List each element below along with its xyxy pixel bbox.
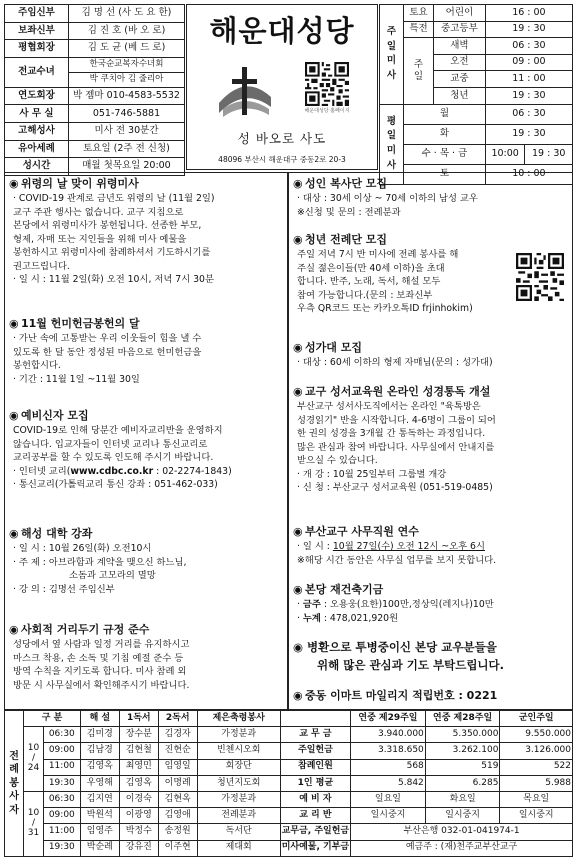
- info-label: 전교수녀: [5, 57, 69, 87]
- text-segment: 평: [386, 115, 397, 127]
- info-value: 한국순교복자수녀회: [69, 57, 185, 72]
- text-segment: 봉: [9, 777, 19, 789]
- info-label: 보좌신부: [5, 22, 69, 40]
- fund-total: · 누계 : 478,021,920원: [297, 612, 399, 624]
- right-notices: [288, 172, 573, 710]
- server-cell: 가정분과: [197, 727, 280, 743]
- notice-text: 방역 수칙을 지키도록 합니다. 미사 참례 외: [13, 666, 187, 678]
- server-cell: 제대회: [197, 840, 280, 856]
- server-cell: 박순례: [80, 840, 119, 856]
- table-header: [280, 711, 350, 727]
- notice-title: [293, 177, 568, 191]
- server-cell: 독서단: [197, 824, 280, 840]
- text-segment: 위령의 날 맞이 위령미사: [21, 177, 139, 190]
- server-cell: 김경자: [158, 727, 197, 743]
- text-segment: 례: [9, 764, 19, 776]
- mass-time-cell: 19:30: [43, 840, 80, 856]
- text-segment: 예비신자 모집: [21, 409, 89, 422]
- notice-rice-offering: [9, 317, 283, 386]
- finance-value: 9.550.000: [500, 727, 573, 743]
- bullet-icon: ◉: [293, 640, 308, 654]
- table-header: 제은축령봉사: [197, 711, 280, 727]
- table-row: [5, 791, 573, 807]
- notice-title: [9, 623, 283, 637]
- finance-value: 5.842: [351, 775, 426, 791]
- info-value: 051-746-5881: [69, 105, 185, 123]
- liturgy-finance-table: [4, 710, 573, 857]
- table-row: [5, 743, 573, 759]
- notice-text: · 대상 : 30세 이상 ~ 70세 이하의 남성 교우: [297, 193, 478, 205]
- text-segment: 10: [27, 807, 40, 818]
- bullet-icon: ◉: [293, 583, 303, 596]
- notice-text: ※신청 및 문의 : 전례분과: [297, 206, 401, 218]
- table-row: [5, 759, 573, 775]
- text-segment: /: [31, 817, 36, 828]
- text-segment: 병환으로 투병중이신 본당 교우분들을: [307, 640, 497, 654]
- notice-text: 마스크 착용, 손 소독 및 기침 예절 준수 등: [13, 652, 184, 664]
- info-value: 박 쿠치아 김 줄리아: [69, 72, 185, 87]
- server-cell: 이광영: [119, 808, 158, 824]
- server-cell: 우영해: [80, 775, 119, 791]
- notice-text: · COVID-19 관계로 금년도 위령의 날 (11월 2일): [13, 193, 215, 205]
- notice-title: [293, 341, 568, 355]
- mass-name: 새벽: [434, 38, 486, 55]
- text-segment: 중동 이마트 마일리지 적립번호 : 0221: [305, 689, 498, 702]
- notice-text: 합니다. 반주, 노래, 독서, 해설 모두: [297, 276, 441, 288]
- info-value: 미사 전 30분간: [69, 122, 185, 140]
- mass-time-cell: 19:30: [43, 775, 80, 791]
- notice-text: 한 권의 성경을 3개월 간 통독하는 과정입니다.: [297, 428, 486, 440]
- notice-text: 우측 QR코드 또는 카카오톡ID frjinhokim): [297, 303, 473, 315]
- notice-title: [293, 525, 568, 539]
- mass-time-cell: 11:00: [43, 824, 80, 840]
- finance-value: 5.988: [500, 775, 573, 791]
- mass-time: 16 : 00: [485, 5, 572, 22]
- server-cell: 빈첸시오회: [197, 743, 280, 759]
- internet-catechism: [13, 465, 283, 478]
- text-segment: 11월 헌미헌금봉헌의 달: [21, 317, 140, 330]
- mass-day: 특전: [404, 21, 434, 38]
- notice-title: [293, 583, 568, 597]
- schedule-label: 예 비 자: [280, 791, 350, 807]
- table-header: 2독서: [158, 711, 197, 727]
- weekday-time: 19 : 30: [485, 124, 572, 144]
- notice-building-fund: [293, 583, 568, 625]
- text-segment: 주: [386, 25, 397, 37]
- finance-value: 3.940.000: [351, 727, 426, 743]
- mass-schedule-table: [379, 4, 573, 185]
- weekday-time: 10:00: [485, 144, 525, 164]
- notice-text: 참여 가능합니다.(문의 : 보좌신부: [297, 289, 433, 301]
- bullet-icon: ◉: [293, 233, 303, 246]
- finance-label: 주일헌금: [280, 743, 350, 759]
- church-address: 48096 부산시 해운대구 중동2로 20-3: [218, 155, 346, 164]
- text-segment: 10: [27, 743, 40, 754]
- table-row: [5, 727, 573, 743]
- schedule-label: 교 리 반: [280, 808, 350, 824]
- finance-value: 522: [500, 759, 573, 775]
- server-cell: 가정분과: [197, 791, 280, 807]
- bullet-icon: ◉: [293, 525, 303, 538]
- finance-value: 519: [425, 759, 500, 775]
- table-row: [5, 808, 573, 824]
- notice-text: 권고드립니다.: [13, 260, 70, 272]
- finance-label: 참례인원: [280, 759, 350, 775]
- table-row: [5, 824, 573, 840]
- text-segment: 10월 27일(수) 오전 12시 ~오후 6시: [332, 541, 485, 553]
- server-cell: 임영주: [80, 824, 119, 840]
- mass-time-cell: 06:30: [43, 727, 80, 743]
- text-segment: 자: [9, 804, 19, 816]
- notice-text: ※해당 시간 동안은 사무실 업무를 보지 못합니다.: [297, 554, 497, 566]
- table-header: 연중 제29주일: [351, 711, 426, 727]
- text-segment: 31: [27, 827, 40, 838]
- weekday-time: 10 : 00: [485, 164, 572, 184]
- notice-date: · 일 시 : 10월 26일(화) 오전10시: [13, 543, 152, 555]
- server-cell: 이주현: [158, 840, 197, 856]
- bullet-icon: ◉: [9, 527, 19, 540]
- text-segment: 금주: [302, 599, 321, 611]
- finance-value: 5.350.000: [425, 727, 500, 743]
- server-cell: 박원석: [80, 808, 119, 824]
- notice-text: 않습니다. 입교자들이 인터넷 교리나 통신교리로: [13, 438, 208, 450]
- notice-title: [9, 527, 283, 541]
- server-cell: 청년지도회: [197, 775, 280, 791]
- finance-label: 교 무 금: [280, 727, 350, 743]
- server-cell: 이경숙: [119, 791, 158, 807]
- notice-text: · 가난 속에 고통받는 우리 이웃들이 힘을 낼 수: [13, 333, 202, 345]
- notice-date: · 일 시 : 11월 2일(화) 오전 10시, 저녁 7시 30분: [13, 274, 214, 286]
- notice-date: · 기간 : 11월 1일 ~11월 30일: [13, 373, 140, 385]
- week-date: [24, 727, 43, 792]
- text-segment: 누계: [302, 612, 321, 624]
- notice-text: 형제, 자매 또는 지인들을 위해 미사 예물을: [13, 233, 187, 245]
- server-cell: 전례분과: [197, 808, 280, 824]
- notice-lecture: [9, 527, 283, 596]
- server-cell: 김남경: [80, 743, 119, 759]
- mass-time-cell: 09:00: [43, 808, 80, 824]
- notice-text: · 신 청 : 부산교구 성서교육원 (051-519-0485): [297, 482, 493, 494]
- server-cell: 이명례: [158, 775, 197, 791]
- info-label: 유아세례: [5, 140, 69, 158]
- parish-info-table: [4, 4, 185, 176]
- notice-date: · 개 강 : 10월 25일부터 그룹별 개강: [297, 468, 447, 480]
- table-header: 구 분: [24, 711, 81, 727]
- text-segment: 일: [413, 70, 424, 82]
- table-row: [5, 840, 573, 856]
- weekday-day: 화: [404, 124, 486, 144]
- bullet-icon: ◉: [9, 623, 19, 636]
- mass-time: 19 : 30: [485, 87, 572, 104]
- notice-memorial-mass: [9, 177, 283, 287]
- kakao-qr-code-icon[interactable]: [516, 253, 564, 301]
- text-segment: 전: [9, 750, 19, 762]
- table-header: 해 설: [80, 711, 119, 727]
- notice-text: 많은 관심과 참여 바랍니다. 사무실에서 안내지를: [297, 441, 495, 453]
- text-segment: 부산교구 사무직원 연수: [305, 525, 419, 538]
- text-segment: 24: [27, 763, 40, 773]
- bullet-icon: ◉: [293, 341, 303, 354]
- server-cell: 김미경: [80, 727, 119, 743]
- finance-value: 3.126.000: [500, 743, 573, 759]
- mass-name: 청년: [434, 87, 486, 104]
- notice-catechumen: [9, 409, 283, 492]
- text-segment: 청년 전례단 모집: [305, 233, 388, 246]
- weekday-day: 월: [404, 104, 486, 124]
- table-header: 군인주일: [500, 711, 573, 727]
- notice-title: [293, 385, 568, 399]
- notice-title: [9, 177, 283, 191]
- server-cell: 임영일: [158, 759, 197, 775]
- info-value: 매월 첫목요일 20:00: [69, 158, 185, 176]
- left-notices: [4, 172, 288, 710]
- mass-day: 토요: [404, 5, 434, 22]
- finance-label: 1인 평균: [280, 775, 350, 791]
- notice-text: 성당에서 옆 사람과 일정 거리를 유지하시고: [13, 639, 190, 651]
- notice-staff-training: [293, 525, 568, 567]
- weekday-time: 19 : 30: [525, 144, 573, 164]
- mass-time: 19 : 30: [485, 21, 572, 38]
- text-segment: · 일 시 :: [297, 541, 333, 553]
- server-cell: 김현철: [119, 743, 158, 759]
- finance-value: 568: [351, 759, 426, 775]
- text-segment: 사: [9, 791, 19, 803]
- finance-value: 3.262.100: [425, 743, 500, 759]
- notice-text: 주일 저녁 7시 반 미사에 전례 봉사를 해: [297, 249, 459, 261]
- mass-time: 09 : 00: [485, 54, 572, 71]
- notice-title: [9, 317, 283, 331]
- notice-text: 본당에서 위령미사가 봉헌됩니다. 선종한 부모,: [13, 220, 202, 232]
- bullet-icon: ◉: [9, 177, 19, 190]
- notice-text: 봉헌합시다.: [13, 360, 61, 372]
- info-value: 토요일 (2주 전 신청): [69, 140, 185, 158]
- bullet-icon: ◉: [293, 689, 303, 702]
- server-cell: 장수분: [119, 727, 158, 743]
- weekday-day: 토: [404, 164, 486, 184]
- info-label: 고해성사: [5, 122, 69, 140]
- text-segment: 일: [386, 40, 397, 52]
- finance-value: 6.285: [425, 775, 500, 791]
- liturgy-servers-label: [5, 711, 24, 857]
- text-segment: 사회적 거리두기 규정 준수: [21, 623, 150, 636]
- bulletin-header: [186, 4, 378, 170]
- table-header: 1독서: [119, 711, 158, 727]
- mass-time: 11 : 00: [485, 71, 572, 88]
- notice-text: COVID-19로 인해 당분간 예비자교리반을 운영하지: [13, 425, 223, 437]
- table-header: 연중 제28주일: [425, 711, 500, 727]
- schedule-value: 화요일: [425, 791, 500, 807]
- weekday-day: 수 · 목 · 금: [404, 144, 486, 164]
- mass-time-cell: 11:00: [43, 759, 80, 775]
- info-label: 평협회장: [5, 40, 69, 58]
- server-cell: 박정수: [119, 824, 158, 840]
- text-segment: 교구 성서교육원 온라인 성경통독 개설: [305, 385, 491, 398]
- mass-name: 교중: [434, 71, 486, 88]
- text-segment: 성인 복사단 모집: [305, 177, 388, 190]
- info-label: 성시간: [5, 158, 69, 176]
- notice-text: · 강 의 : 김명선 주임신부: [13, 583, 115, 595]
- week-date: [24, 791, 43, 856]
- server-cell: 강유진: [119, 840, 158, 856]
- church-title: 해운대성당: [209, 14, 355, 48]
- notice-text: 받으실 수 있습니다.: [297, 455, 378, 467]
- text-segment: 미: [386, 55, 397, 67]
- notice-text: 방문 시 사무실에서 확인해주시기 바랍니다.: [13, 679, 190, 691]
- notice-distancing: [9, 623, 283, 692]
- notice-prayer-request: [293, 639, 568, 675]
- notice-altar-servers: [293, 177, 568, 219]
- bullet-icon: ◉: [293, 177, 303, 190]
- notice-text: · 주 제 : 아브라함과 계약을 맺으신 하느님,: [13, 556, 187, 568]
- qr-caption: 해운대성당 홈페이지: [304, 108, 350, 114]
- mass-name: 중고등부: [434, 21, 486, 38]
- mass-name: 오전: [434, 54, 486, 71]
- notice-text: · 대상 : 60세 이하의 형제 자매님(문의 : 성가대): [297, 357, 493, 369]
- text-segment: 사: [386, 159, 397, 171]
- notice-text: 봉헌하시고 위령미사에 참례하셔서 기도하시기를: [13, 247, 211, 259]
- text-segment: 사: [386, 70, 397, 81]
- text-segment: 해성 대학 강좌: [21, 527, 93, 540]
- notice-date: [297, 540, 568, 553]
- text-segment: : 478,021,920원: [320, 612, 399, 624]
- server-cell: 김현옥: [158, 791, 197, 807]
- info-value: 김 진 호 (바 오 로): [69, 22, 185, 40]
- info-label: 연도회장: [5, 87, 69, 105]
- info-value: 박 젬마 010-4583-5532: [69, 87, 185, 105]
- internet-catechism-link[interactable]: www.cdbc.co.kr: [70, 465, 154, 477]
- schedule-value: 일시중지: [500, 808, 573, 824]
- text-segment: : 02-2274-1843): [153, 465, 232, 477]
- bank-label: 교무금, 주일헌금: [280, 824, 350, 840]
- notice-text: · 통신교리(가톨릭교리 통신 강좌 : 051-462-033): [13, 479, 218, 491]
- server-cell: 김영옥: [80, 759, 119, 775]
- mass-time: 06 : 30: [485, 38, 572, 55]
- notice-text: [293, 639, 568, 657]
- notice-text: 주실 젊은이들(만 40세 이하)을 초대: [297, 262, 445, 274]
- notice-text: 교구 주관 행사는 없습니다. 교구 지침으로: [13, 206, 184, 218]
- notice-text: 부산교구 성서사도직에서는 온라인 "육톡방은: [297, 401, 481, 413]
- notice-text: 위해 많은 관심과 기도 부탁드립니다.: [317, 657, 505, 672]
- notice-text: 성경읽기" 반을 시작합니다. 4-6명이 그룹이 되어: [297, 414, 496, 426]
- text-segment: 미: [386, 145, 397, 157]
- notice-bible-reading: [293, 385, 568, 495]
- text-segment: 주: [413, 58, 424, 70]
- mass-time-cell: 06:30: [43, 791, 80, 807]
- patron-saint: 성 바오로 사도: [237, 131, 327, 146]
- text-segment: 일: [386, 130, 397, 142]
- server-cell: 진현순: [158, 743, 197, 759]
- server-cell: 최영민: [119, 759, 158, 775]
- notice-choir: [293, 341, 568, 370]
- server-cell: 김영옥: [119, 775, 158, 791]
- finance-value: 3.318.650: [351, 743, 426, 759]
- server-cell: 김지연: [80, 791, 119, 807]
- mass-time-cell: 09:00: [43, 743, 80, 759]
- text-segment: 성가대 모집: [305, 341, 362, 354]
- text-segment: /: [31, 753, 36, 764]
- bullet-icon: ◉: [9, 409, 19, 422]
- bank-label: 미사예물, 기부금: [280, 840, 350, 856]
- server-cell: 김영애: [158, 808, 197, 824]
- notice-title: [293, 689, 568, 703]
- bank-account: 부산은행 032-01-041974-1: [351, 824, 573, 840]
- server-cell: 회장단: [197, 759, 280, 775]
- notice-title: [9, 409, 283, 423]
- weekday-time: 06 : 30: [485, 104, 572, 124]
- notice-mileage: [293, 689, 568, 704]
- text-segment: 본당 재건축기금: [305, 583, 384, 596]
- mass-name: 어린이: [434, 5, 486, 22]
- notice-text: 교리공부를 할 수 있도록 인도해 주시기 바랍니다.: [13, 452, 214, 464]
- fund-weekly: · 금주 : 오용웅(요한)100만,정상익(레지나)10만: [297, 599, 494, 611]
- schedule-value: 일요일: [351, 791, 426, 807]
- schedule-value: 일시중지: [351, 808, 426, 824]
- info-value: 김 명 선 (사 도 요 한): [69, 5, 185, 23]
- notice-text: 있도록 한 달 동안 정성된 마음으로 헌미헌금을: [13, 346, 202, 358]
- parish-logo-icon: [215, 63, 275, 123]
- info-label: 사 무 실: [5, 105, 69, 123]
- table-row: [5, 775, 573, 791]
- text-segment: : 오용웅(요한)100만,정상익(레지나)10만: [320, 599, 494, 611]
- text-segment: · 인터넷 교리(: [13, 465, 71, 477]
- server-cell: 송정원: [158, 824, 197, 840]
- notice-title: [293, 233, 568, 247]
- info-value: 김 도 균 (베 드 로): [69, 40, 185, 58]
- schedule-value: 일시중지: [425, 808, 500, 824]
- notice-text: 소돔과 고모라의 멸망: [69, 570, 156, 582]
- homepage-qr-code-icon[interactable]: [305, 62, 349, 106]
- info-label: 주임신부: [5, 5, 69, 23]
- mass-day: [404, 38, 434, 104]
- bullet-icon: ◉: [9, 317, 19, 330]
- bullet-icon: ◉: [293, 385, 303, 398]
- bank-holder: 예금주 : (재)천주교부산교구: [351, 840, 573, 856]
- sunday-mass-label: [380, 5, 404, 105]
- schedule-value: 목요일: [500, 791, 573, 807]
